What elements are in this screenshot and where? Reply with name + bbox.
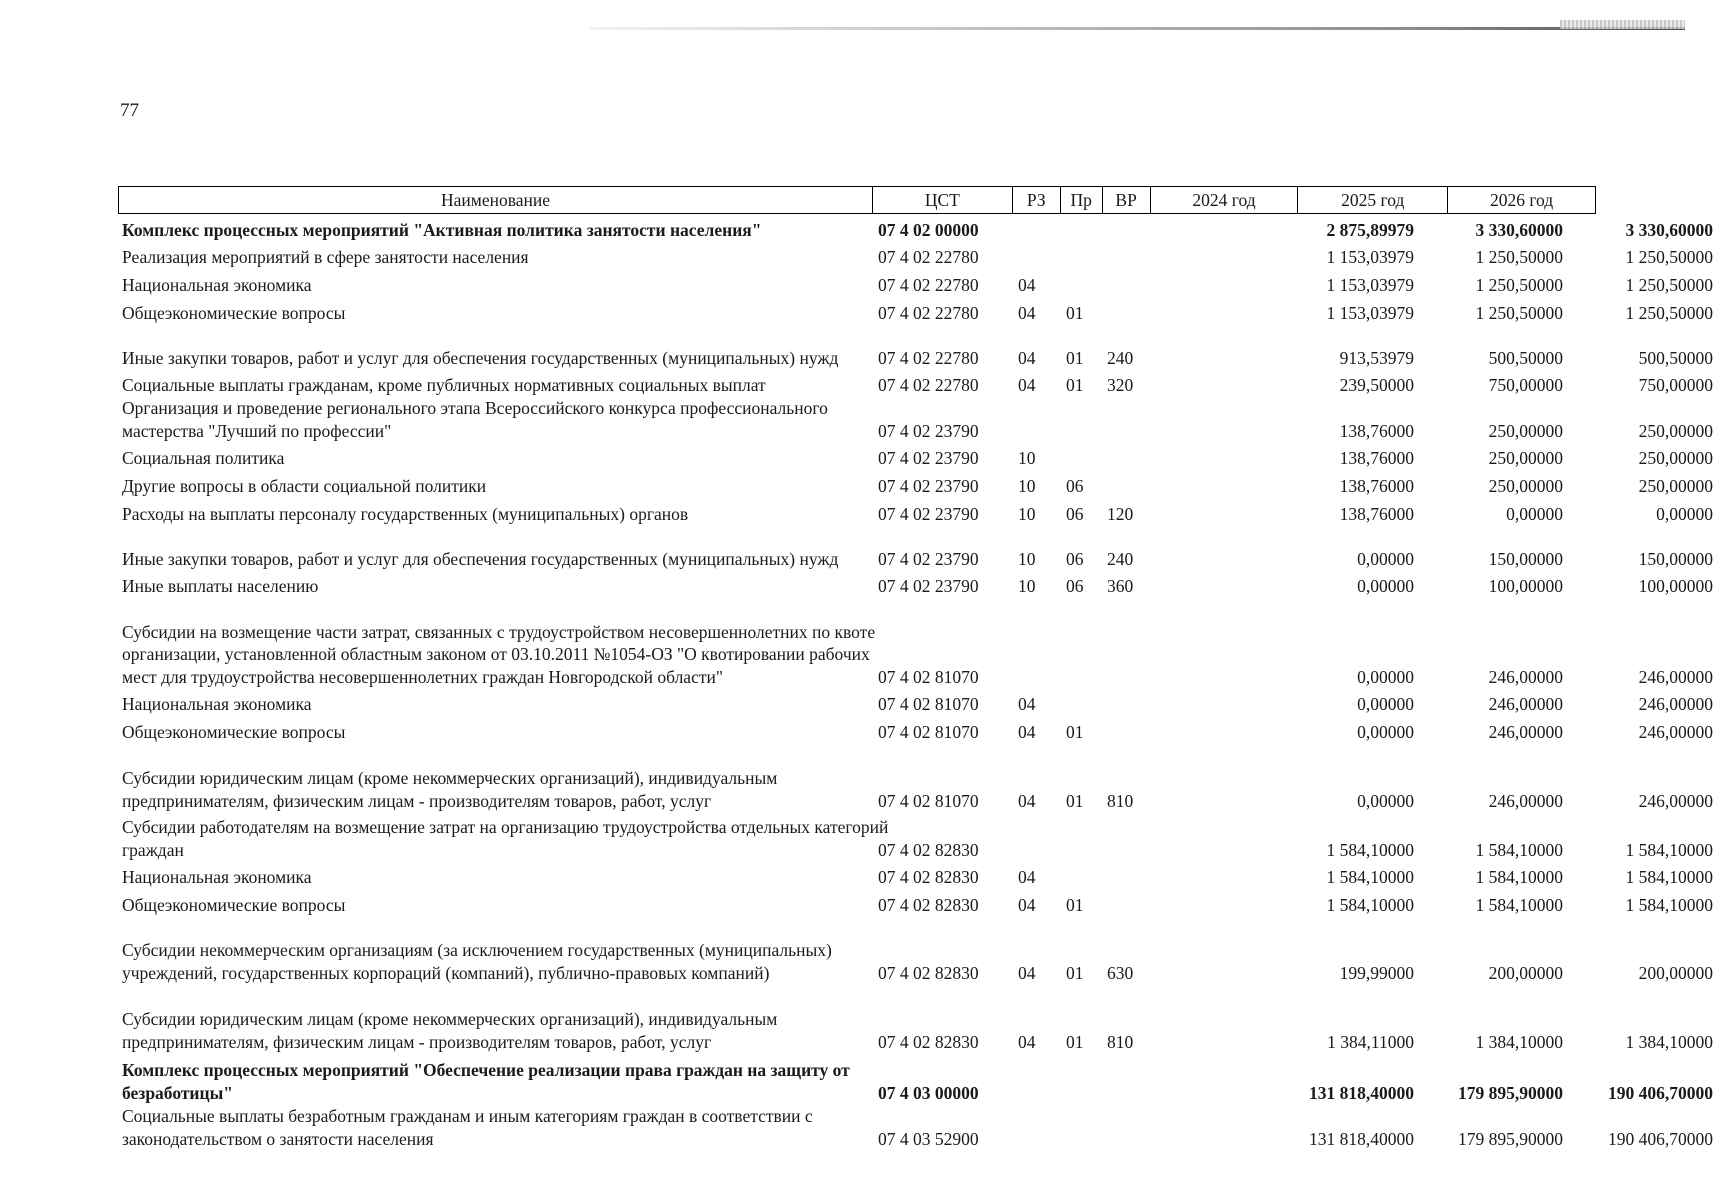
row-name: Национальная экономика — [122, 274, 312, 295]
header-2026: 2026 год — [1489, 189, 1554, 210]
row-rz: 04 — [1018, 894, 1036, 915]
row-2025: 246,00000 — [1488, 693, 1563, 714]
row-pr: 06 — [1066, 503, 1084, 524]
row-2026: 246,00000 — [1638, 721, 1713, 742]
header-rz: РЗ — [1013, 187, 1061, 213]
row-2026: 3 330,60000 — [1625, 219, 1713, 240]
row-cst: 07 4 02 81070 — [878, 666, 979, 687]
row-name: Субсидии работодателям на возмещение затрат на организацию трудоустройства отдельных категорий граждан — [122, 817, 889, 860]
row-rz: 04 — [1018, 1031, 1036, 1052]
row-pr: 01 — [1066, 374, 1084, 395]
row-rz: 04 — [1018, 866, 1036, 887]
row-2025: 1 384,10000 — [1475, 1031, 1563, 1052]
row-2025: 250,00000 — [1488, 447, 1563, 468]
row-2026: 1 250,50000 — [1625, 302, 1713, 323]
row-2025: 1 584,10000 — [1475, 866, 1563, 887]
row-cst: 07 4 02 23790 — [878, 503, 979, 524]
row-2024: 1 584,10000 — [1326, 894, 1414, 915]
row-2025: 3 330,60000 — [1475, 219, 1563, 240]
row-2024: 2 875,89979 — [1326, 219, 1414, 240]
row-2024: 199,99000 — [1339, 962, 1414, 983]
header-vr: ВР — [1103, 187, 1151, 213]
row-2024: 1 384,11000 — [1327, 1031, 1414, 1052]
row-name: Общеэкономические вопросы — [122, 302, 346, 323]
row-cst: 07 4 02 82830 — [878, 1031, 979, 1052]
row-2024: 138,76000 — [1339, 475, 1414, 496]
row-name: Общеэкономические вопросы — [122, 894, 346, 915]
row-name: Иные закупки товаров, работ и услуг для обеспечения государственных (муниципальных) нужд — [122, 548, 839, 569]
row-cst: 07 4 02 82830 — [878, 962, 979, 983]
row-pr: 01 — [1066, 347, 1084, 368]
row-2025: 246,00000 — [1488, 790, 1563, 811]
row-pr: 06 — [1066, 475, 1084, 496]
row-rz: 04 — [1018, 374, 1036, 395]
row-pr: 01 — [1066, 721, 1084, 742]
row-2026: 1 250,50000 — [1625, 246, 1713, 267]
row-2025: 1 250,50000 — [1475, 246, 1563, 267]
row-cst: 07 4 02 23790 — [878, 447, 979, 468]
row-cst: 07 4 02 81070 — [878, 721, 979, 742]
row-cst: 07 4 02 22780 — [878, 246, 979, 267]
row-2026: 190 406,70000 — [1608, 1082, 1713, 1103]
row-cst: 07 4 02 23790 — [878, 548, 979, 569]
header-2024: 2024 год — [1151, 187, 1299, 213]
row-2026: 246,00000 — [1638, 693, 1713, 714]
row-name: Иные выплаты населению — [122, 575, 319, 596]
row-2024: 138,76000 — [1339, 503, 1414, 524]
row-2025: 179 895,90000 — [1458, 1082, 1563, 1103]
row-2026: 150,00000 — [1638, 548, 1713, 569]
row-name: Социальные выплаты безработным гражданам и иным категориям граждан в соответствии с законодательством о занятости населения — [122, 1106, 813, 1149]
row-2024: 1 153,03979 — [1326, 302, 1414, 323]
row-pr: 06 — [1066, 548, 1084, 569]
row-2025: 0,00000 — [1506, 503, 1563, 524]
row-2024: 1 153,03979 — [1326, 274, 1414, 295]
row-2025: 250,00000 — [1488, 475, 1563, 496]
row-cst: 07 4 02 23790 — [878, 420, 979, 441]
row-2024: 1 584,10000 — [1326, 866, 1414, 887]
row-rz: 10 — [1018, 503, 1036, 524]
row-name: Реализация мероприятий в сфере занятости населения — [122, 246, 529, 267]
row-name: Национальная экономика — [122, 866, 312, 887]
row-2025: 500,50000 — [1488, 347, 1563, 368]
row-vr: 810 — [1107, 1031, 1134, 1052]
row-2026: 100,00000 — [1638, 575, 1713, 596]
row-2026: 500,50000 — [1638, 347, 1713, 368]
row-pr: 06 — [1066, 575, 1084, 596]
row-pr: 01 — [1066, 1031, 1084, 1052]
row-rz: 10 — [1018, 475, 1036, 496]
row-2026: 200,00000 — [1638, 962, 1713, 983]
row-2025: 1 250,50000 — [1475, 302, 1563, 323]
row-name: Общеэкономические вопросы — [122, 721, 346, 742]
row-pr: 01 — [1066, 962, 1084, 983]
row-2026: 246,00000 — [1638, 666, 1713, 687]
row-cst: 07 4 03 00000 — [878, 1082, 979, 1103]
row-cst: 07 4 02 81070 — [878, 790, 979, 811]
row-cst: 07 4 02 82830 — [878, 866, 979, 887]
row-cst: 07 4 02 22780 — [878, 302, 979, 323]
row-2024: 0,00000 — [1357, 666, 1414, 687]
row-2025: 250,00000 — [1488, 420, 1563, 441]
row-cst: 07 4 03 52900 — [878, 1128, 979, 1149]
header-name: Наименование — [119, 187, 873, 213]
row-2026: 250,00000 — [1638, 475, 1713, 496]
row-name: Субсидии юридическим лицам (кроме некоммерческих организаций), индивидуальным предпринимателям, физическим лицам - производителям товаров, работ, услуг — [122, 1009, 778, 1052]
header-pr: Пр — [1061, 187, 1103, 213]
row-2024: 131 818,40000 — [1309, 1082, 1414, 1103]
row-2025: 1 250,50000 — [1475, 274, 1563, 295]
row-rz: 04 — [1018, 347, 1036, 368]
row-2026: 1 584,10000 — [1625, 866, 1713, 887]
row-rz: 10 — [1018, 548, 1036, 569]
row-cst: 07 4 02 00000 — [878, 219, 979, 240]
row-2025: 200,00000 — [1488, 962, 1563, 983]
row-name: Субсидии на возмещение части затрат, связанных с трудоустройством несовершеннолетних по квоте организации, установленной областным законом от 03.10.2011 №1054-ОЗ "О квотировании рабочих мест для трудоустройства несовершеннолетних граждан Новгородской области" — [122, 621, 876, 687]
row-name: Субсидии некоммерческим организациям (за исключением государственных (муниципальных) учреждений, государственных корпораций (компаний), публично-правовых компаний) — [122, 940, 832, 983]
row-name: Комплекс процессных мероприятий "Обеспечение реализации права граждан на защиту от безработицы" — [122, 1060, 850, 1103]
row-rz: 10 — [1018, 447, 1036, 468]
row-vr: 120 — [1107, 503, 1134, 524]
row-2026: 246,00000 — [1638, 790, 1713, 811]
row-2024: 0,00000 — [1357, 575, 1414, 596]
row-2026: 250,00000 — [1638, 447, 1713, 468]
row-2025: 1 584,10000 — [1475, 894, 1563, 915]
row-2025: 246,00000 — [1488, 666, 1563, 687]
row-2026: 250,00000 — [1638, 420, 1713, 441]
row-cst: 07 4 02 81070 — [878, 693, 979, 714]
row-rz: 04 — [1018, 721, 1036, 742]
row-cst: 07 4 02 82830 — [878, 839, 979, 860]
row-2025: 246,00000 — [1488, 721, 1563, 742]
row-vr: 630 — [1107, 962, 1134, 983]
row-2024: 1 153,03979 — [1326, 246, 1414, 267]
header-2025: 2025 год — [1298, 187, 1448, 213]
row-name: Другие вопросы в области социальной политики — [122, 475, 487, 496]
row-2026: 190 406,70000 — [1608, 1128, 1713, 1149]
row-2024: 0,00000 — [1357, 721, 1414, 742]
row-2024: 913,53979 — [1339, 347, 1414, 368]
row-2025: 150,00000 — [1488, 548, 1563, 569]
row-name: Субсидии юридическим лицам (кроме некоммерческих организаций), индивидуальным предпринимателям, физическим лицам - производителям товаров, работ, услуг — [122, 768, 778, 811]
row-2026: 750,00000 — [1638, 374, 1713, 395]
row-pr: 01 — [1066, 790, 1084, 811]
row-rz: 04 — [1018, 274, 1036, 295]
row-2024: 131 818,40000 — [1309, 1128, 1414, 1149]
row-2024: 239,50000 — [1339, 374, 1414, 395]
row-name: Социальная политика — [122, 447, 285, 468]
row-2025: 1 584,10000 — [1475, 839, 1563, 860]
row-2025: 100,00000 — [1488, 575, 1563, 596]
row-cst: 07 4 02 22780 — [878, 274, 979, 295]
row-2026: 0,00000 — [1656, 503, 1713, 524]
row-cst: 07 4 02 23790 — [878, 575, 979, 596]
row-2026: 1 584,10000 — [1625, 839, 1713, 860]
row-vr: 810 — [1107, 790, 1134, 811]
row-2024: 138,76000 — [1339, 420, 1414, 441]
row-name: Национальная экономика — [122, 693, 312, 714]
row-rz: 04 — [1018, 962, 1036, 983]
row-2024: 0,00000 — [1357, 548, 1414, 569]
page-number: 77 — [120, 100, 139, 121]
row-2024: 0,00000 — [1357, 790, 1414, 811]
row-cst: 07 4 02 22780 — [878, 347, 979, 368]
row-name: Социальные выплаты гражданам, кроме публичных нормативных социальных выплат — [122, 374, 766, 395]
row-rz: 04 — [1018, 302, 1036, 323]
row-pr: 01 — [1066, 302, 1084, 323]
row-cst: 07 4 02 22780 — [878, 374, 979, 395]
row-rz: 04 — [1018, 693, 1036, 714]
row-2024: 0,00000 — [1357, 693, 1414, 714]
row-2024: 1 584,10000 — [1326, 839, 1414, 860]
row-name: Иные закупки товаров, работ и услуг для обеспечения государственных (муниципальных) нужд — [122, 347, 839, 368]
row-2026: 1 250,50000 — [1625, 274, 1713, 295]
header-cst: ЦСТ — [873, 187, 1013, 213]
row-cst: 07 4 02 82830 — [878, 894, 979, 915]
row-2026: 1 584,10000 — [1625, 894, 1713, 915]
row-vr: 240 — [1107, 347, 1134, 368]
row-name: Расходы на выплаты персоналу государственных (муниципальных) органов — [122, 503, 689, 524]
row-vr: 240 — [1107, 548, 1134, 569]
row-2024: 138,76000 — [1339, 447, 1414, 468]
row-pr: 01 — [1066, 894, 1084, 915]
row-2025: 750,00000 — [1488, 374, 1563, 395]
row-rz: 10 — [1018, 575, 1036, 596]
row-rz: 04 — [1018, 790, 1036, 811]
row-2026: 1 384,10000 — [1625, 1031, 1713, 1052]
row-vr: 320 — [1107, 374, 1134, 395]
row-2025: 179 895,90000 — [1458, 1128, 1563, 1149]
row-vr: 360 — [1107, 575, 1134, 596]
row-name: Комплекс процессных мероприятий "Активная политика занятости населения" — [122, 219, 762, 240]
row-cst: 07 4 02 23790 — [878, 475, 979, 496]
row-name: Организация и проведение регионального этапа Всероссийского конкурса профессионального мастерства "Лучший по профессии" — [122, 398, 828, 441]
